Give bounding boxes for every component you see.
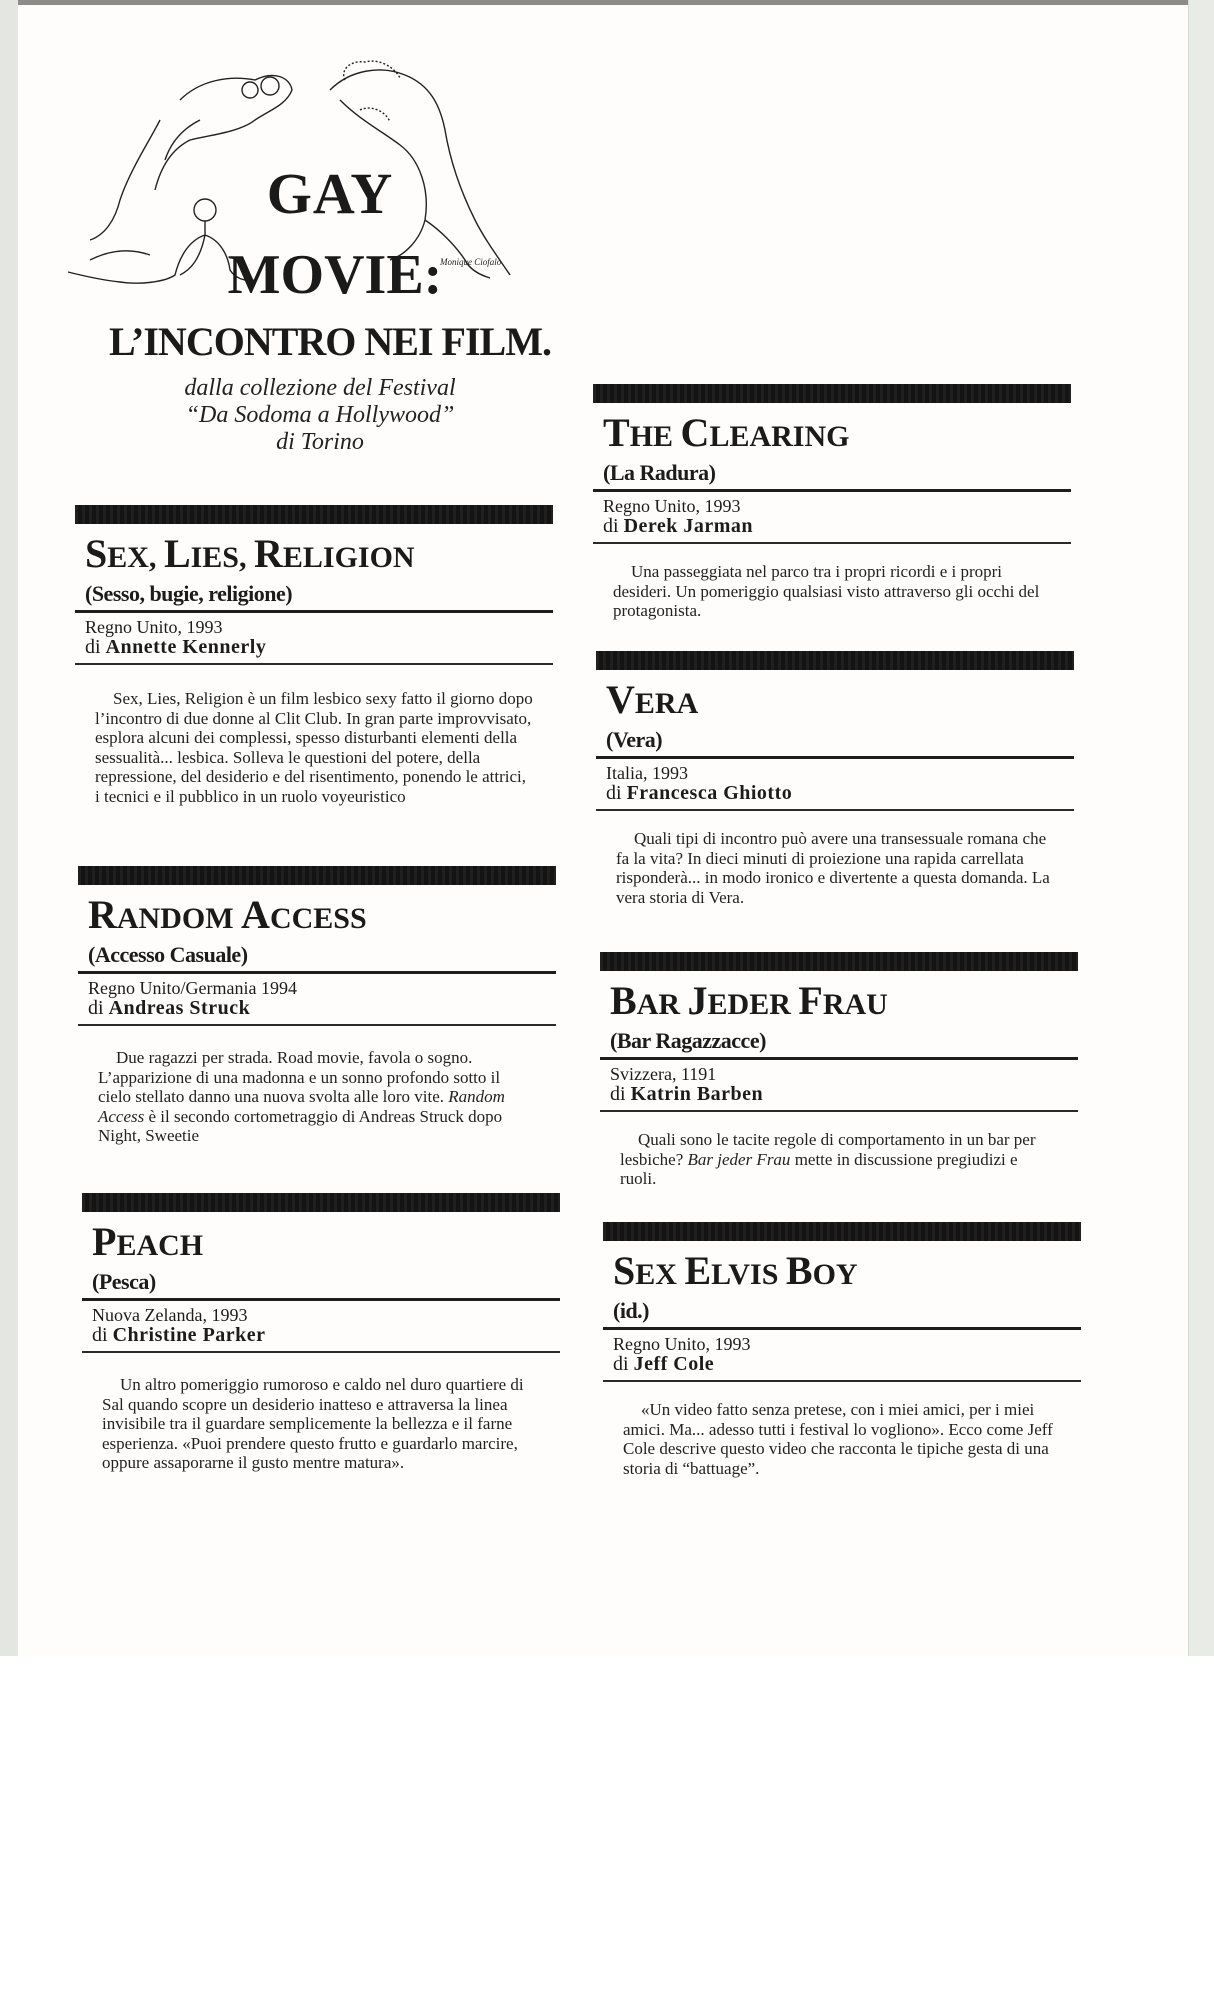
film-country-year: Regno Unito/Germania 1994: [88, 978, 297, 998]
film-director-line: di Katrin Barben: [610, 1083, 764, 1105]
film-country-year: Regno Unito, 1993: [85, 617, 223, 637]
section-divider-bar: [603, 1222, 1081, 1241]
film-original-title: (Vera): [606, 727, 663, 752]
film-director: Francesca Ghiotto: [626, 782, 793, 804]
subtitle-line-1: dalla collezione del Festival: [184, 375, 456, 401]
film-director-line: di Annette Kennerly: [85, 636, 267, 658]
film-title: VERA: [606, 677, 699, 722]
film-description: Quali tipi di incontro può avere una transessuale romana che fa la vita? In dieci minuti di proiezione una rapida carrellata risponderà... in modo ironico e divertente a questa domanda. La vera storia di Vera.: [616, 829, 1050, 907]
film-meta: [593, 492, 1071, 542]
title-incontro-nei-film: L’INCONTRO NEI FILM.: [109, 319, 551, 364]
film-director: Katrin Barben: [630, 1083, 764, 1105]
film-description: Sex, Lies, Religion è un film lesbico sexy fatto il giorno dopo l’incontro di due donne al Clit Club. In gran parte improvvisato, esplora alcuni dei complessi, spesso disturbanti elementi della sessualità... lesbica. Solleva le questioni del potere, della repressione, del desiderio e del risentimento, ponendo le attrici, i tecnici e il pubblico in un ruolo voyeuristico: [95, 689, 533, 806]
film-title: THE CLEARING: [603, 410, 850, 455]
film-original-title: (Pesca): [92, 1269, 156, 1294]
film-title: RANDOM ACCESS: [88, 892, 367, 937]
subtitle-line-3: di Torino: [276, 429, 364, 455]
film-title: BAR JEDER FRAU: [610, 978, 888, 1023]
film-title: PEACH: [92, 1219, 204, 1264]
film-meta: [78, 974, 556, 1024]
film-original-title: (Sesso, bugie, religione): [85, 581, 293, 606]
scan-right-edge: [1188, 0, 1214, 1656]
film-country-year: Nuova Zelanda, 1993: [92, 1305, 248, 1325]
film-description: Due ragazzi per strada. Road movie, favola o sogno. L’apparizione di una madonna e un sonno profondo sotto il cielo stellato danno una nuova svolta alle loro vite. Random Access è il secondo cortometraggio di Andreas Struck dopo Night, Sweetie: [98, 1048, 505, 1145]
svg-text:Monique Ciofalo: Monique Ciofalo: [440, 257, 502, 267]
film-director: Christine Parker: [112, 1324, 266, 1346]
film-entry-vera: [596, 651, 1074, 907]
film-director: Derek Jarman: [623, 515, 754, 537]
film-country-year: Regno Unito, 1993: [613, 1334, 751, 1354]
film-description: Un altro pomeriggio rumoroso e caldo nel duro quartiere di Sal quando scopre un desiderio inatteso e attraversa la linea invisibile tra il guardare semplicemente la bellezza e il farne esperienza. «Puoi prendere questo frutto e guardarlo marcire, oppure assaporarne il gusto mentre matura».: [102, 1375, 524, 1472]
film-entry-the-clearing: [593, 384, 1071, 621]
background-below-page: [0, 1656, 1214, 2000]
section-divider-bar: [596, 651, 1074, 670]
film-meta: [600, 1060, 1078, 1110]
film-description: «Un video fatto senza pretese, con i miei amici, per i miei amici. Ma... adesso tutti i festival lo vogliono». Ecco come Jeff Cole descrive questo video che racconta le tipiche gesta di una storia di “battuage”.: [623, 1400, 1053, 1478]
film-country-year: Svizzera, 1191: [610, 1064, 717, 1084]
section-divider-bar: [75, 505, 553, 524]
film-director: Annette Kennerly: [105, 636, 267, 658]
film-meta: [596, 759, 1074, 809]
film-entry-random-access: [78, 866, 556, 1146]
film-director: Andreas Struck: [108, 997, 251, 1019]
section-divider-bar: [78, 866, 556, 885]
film-director-line: di Derek Jarman: [603, 515, 754, 537]
film-meta: [75, 613, 553, 663]
film-director: Jeff Cole: [633, 1353, 715, 1375]
title-movie: MOVIE:: [227, 244, 443, 306]
film-director-line: di Jeff Cole: [613, 1353, 715, 1375]
film-entry-bar-jeder-frau: [600, 952, 1078, 1189]
film-director-line: di Christine Parker: [92, 1324, 266, 1346]
film-entry-peach: [82, 1193, 560, 1473]
film-title: SEX ELVIS BOY: [613, 1248, 858, 1293]
film-director-line: di Francesca Ghiotto: [606, 782, 793, 804]
section-divider-bar: [600, 952, 1078, 971]
film-description: Una passeggiata nel parco tra i propri ricordi e i propri desideri. Un pomeriggio qualsiasi visto attraverso gli occhi del protagonista.: [613, 562, 1040, 620]
subtitle: [120, 375, 520, 456]
film-meta: [82, 1301, 560, 1351]
film-meta: [603, 1330, 1081, 1380]
film-entry-sex-lies-religion: [75, 505, 553, 806]
section-divider-bar: [82, 1193, 560, 1212]
film-original-title: (Bar Ragazzacce): [610, 1028, 766, 1053]
film-director-line: di Andreas Struck: [88, 997, 251, 1019]
film-original-title: (id.): [613, 1298, 649, 1323]
film-description: Quali sono le tacite regole di comportamento in un bar per lesbiche? Bar jeder Frau mette in discussione pregiudizi e ruoli.: [620, 1130, 1036, 1188]
film-title: SEX, LIES, RELIGION: [85, 531, 415, 576]
subtitle-line-2: “Da Sodoma a Hollywood”: [185, 402, 455, 428]
film-original-title: (La Radura): [603, 460, 716, 485]
section-divider-bar: [593, 384, 1071, 403]
film-country-year: Regno Unito, 1993: [603, 496, 741, 516]
film-original-title: (Accesso Casuale): [88, 942, 248, 967]
scan-left-edge: [0, 0, 18, 1656]
title-gay: GAY: [266, 161, 394, 226]
film-country-year: Italia, 1993: [606, 763, 688, 783]
film-entry-sex-elvis-boy: [603, 1222, 1081, 1478]
